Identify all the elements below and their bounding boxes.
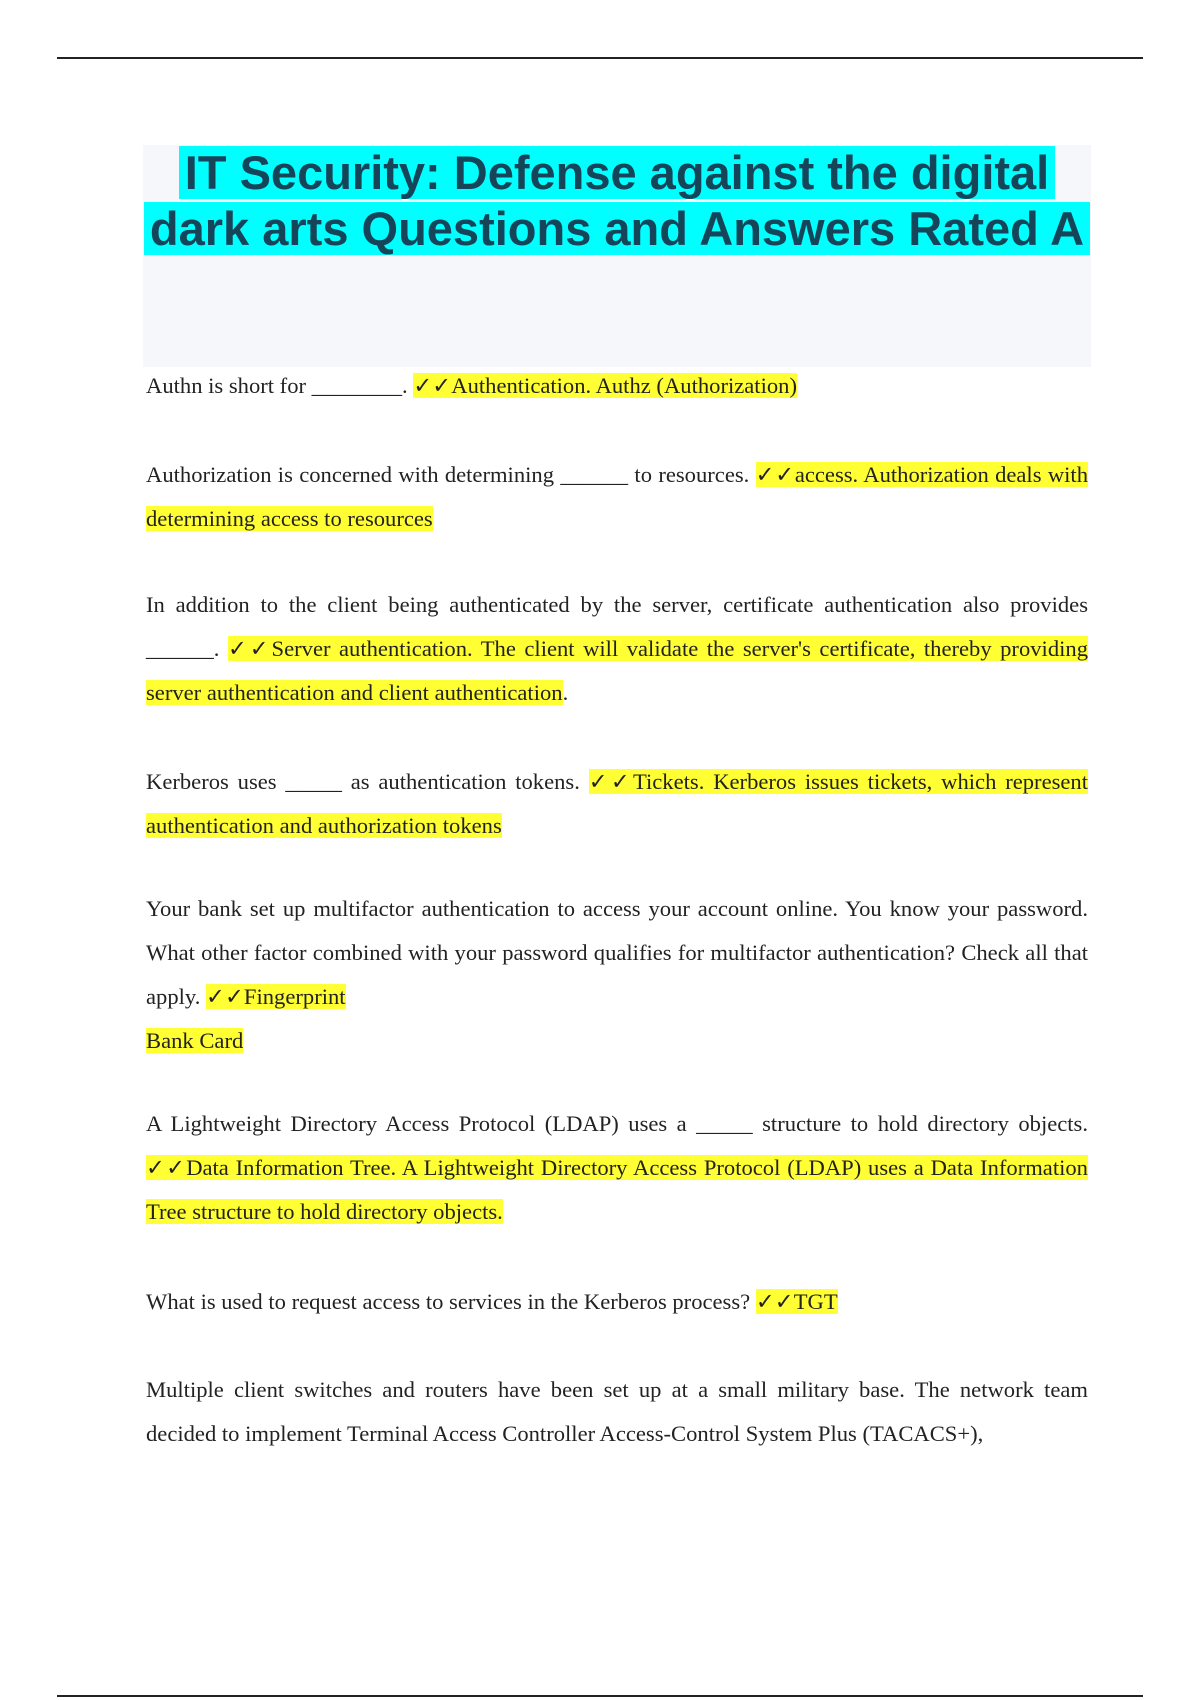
checkmark-icon: ✓✓ bbox=[227, 636, 272, 661]
answer-text-line2: Bank Card bbox=[146, 1028, 244, 1053]
checkmark-icon: ✓✓ bbox=[413, 373, 452, 398]
document-title: IT Security: Defense against the digital dark arts Questions and Answers Rated A bbox=[143, 145, 1091, 257]
question-text: In addition to the client being authenticated by the server, certificate authentication also provides ______. bbox=[146, 592, 1088, 661]
answer-highlight-line2 bbox=[146, 1028, 243, 1053]
question-text: A Lightweight Directory Access Protocol (LDAP) uses a _____ structure to hold directory objects. bbox=[146, 1111, 1088, 1136]
answer-text: Server authentication. The client will validate the server's certificate, thereby providing server authentication and client authentication bbox=[146, 636, 1088, 705]
qa-item-3 bbox=[146, 583, 1088, 715]
checkmark-icon: ✓✓ bbox=[755, 1289, 794, 1314]
title-block bbox=[143, 145, 1091, 367]
answer-highlight bbox=[146, 636, 1088, 705]
header-rule bbox=[57, 57, 1143, 59]
qa-item-4 bbox=[146, 760, 1088, 848]
question-text: Multiple client switches and routers have been set up at a small military base. The network team decided to implement Terminal Access Controller Access-Control System Plus (TACACS+), bbox=[146, 1377, 1088, 1446]
qa-item-8 bbox=[146, 1368, 1088, 1456]
answer-highlight bbox=[413, 373, 797, 398]
checkmark-icon: ✓✓ bbox=[206, 984, 244, 1009]
checkmark-icon: ✓✓ bbox=[588, 769, 633, 794]
question-text: Kerberos uses _____ as authentication tokens. bbox=[146, 769, 580, 794]
answer-highlight bbox=[756, 1289, 838, 1314]
answer-text: Authentication. Authz (Authorization) bbox=[451, 373, 797, 398]
checkmark-icon: ✓✓ bbox=[146, 1155, 187, 1180]
qa-item-2 bbox=[146, 453, 1088, 541]
answer-text: Data Information Tree. A Lightweight Directory Access Protocol (LDAP) uses a Data Information Tree structure to hold directory objects. bbox=[146, 1155, 1088, 1224]
question-text: What is used to request access to services in the Kerberos process? bbox=[146, 1289, 751, 1314]
answer-text: Fingerprint bbox=[243, 984, 346, 1009]
qa-item-7 bbox=[146, 1280, 1088, 1324]
answer-text: access. Authorization deals with determining access to resources bbox=[146, 462, 1088, 531]
answer-text: TGT bbox=[793, 1289, 838, 1314]
question-text: Your bank set up multifactor authentication to access your account online. You know your password. What other factor combined with your password qualifies for multifactor authentication? Check all that apply. bbox=[146, 896, 1088, 1009]
question-text: Authn is short for ________. bbox=[146, 373, 408, 398]
qa-item-5 bbox=[146, 887, 1088, 1063]
qa-item-1 bbox=[146, 364, 1088, 408]
footer-rule bbox=[57, 1695, 1143, 1697]
answer-trailing-punctuation: . bbox=[562, 680, 569, 705]
question-text: Authorization is concerned with determining ______ to resources. bbox=[146, 462, 750, 487]
answer-highlight bbox=[146, 1155, 1088, 1224]
qa-item-6 bbox=[146, 1102, 1088, 1234]
answer-highlight bbox=[206, 984, 346, 1009]
checkmark-icon: ✓✓ bbox=[755, 462, 795, 487]
answer-text: Tickets. Kerberos issues tickets, which represent authentication and authorization tokens bbox=[146, 769, 1089, 838]
